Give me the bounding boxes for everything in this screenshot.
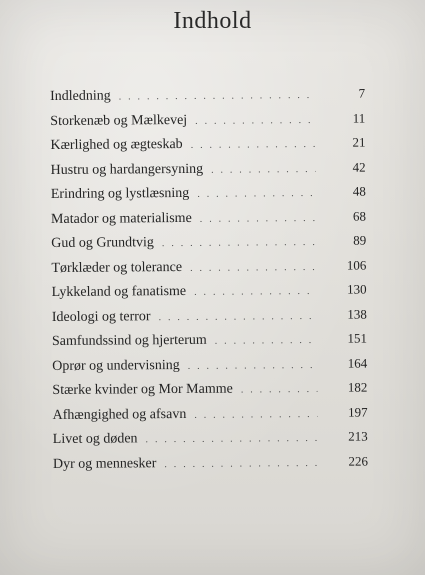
dot-leader	[191, 139, 316, 151]
toc-entry	[52, 355, 367, 382]
toc-entry	[50, 110, 365, 137]
toc-entry	[52, 282, 367, 309]
dot-leader	[188, 359, 318, 371]
toc-entry-page: 89	[353, 232, 367, 248]
toc-entry-page: 197	[347, 404, 368, 420]
toc-entry-page: 164	[347, 355, 368, 371]
dot-leader	[241, 384, 318, 396]
toc-entry	[51, 257, 366, 284]
toc-entry-page: 182	[347, 379, 368, 395]
toc-entry-page: 138	[347, 306, 367, 322]
toc-entry-title: Kærlighed og ægteskab	[50, 136, 183, 153]
toc-entry-title: Matador og materialisme	[50, 210, 192, 227]
dot-leader	[164, 457, 318, 469]
toc-entry	[51, 208, 366, 235]
dot-leader	[194, 408, 317, 420]
toc-entry	[53, 404, 368, 431]
toc-entry-title: Stærke kvinder og Mor Mamme	[52, 381, 233, 398]
toc-entry-title: Lykkeland og fanatisme	[51, 283, 187, 300]
toc-entry-page: 68	[352, 208, 367, 224]
toc-entry-page: 106	[346, 257, 367, 273]
toc-entry	[53, 453, 368, 480]
dot-leader	[197, 188, 316, 200]
toc-entry-title: Livet og døden	[52, 431, 138, 447]
toc-entry-title: Samfundssind og hjerterum	[51, 332, 207, 349]
toc-entry-page: 213	[348, 428, 368, 444]
dot-leader	[119, 90, 315, 103]
toc-entry	[53, 429, 368, 456]
toc-entry-title: Indledning	[50, 88, 111, 104]
table-of-contents	[50, 86, 368, 480]
dot-leader	[195, 114, 315, 126]
toc-entry-title: Erindring og lystlæsning	[50, 185, 190, 202]
dot-leader	[200, 212, 316, 224]
dot-leader	[190, 261, 316, 273]
dot-leader	[194, 286, 317, 298]
toc-entry-title: Storkenæb og Mælkevej	[50, 112, 188, 129]
toc-entry	[52, 306, 367, 333]
toc-entry-page: 42	[352, 159, 366, 175]
toc-entry-title: Tørklæder og tolerance	[51, 259, 183, 276]
toc-entry-page: 21	[352, 134, 366, 150]
toc-entry	[52, 380, 367, 407]
toc-entry-title: Oprør og undervisning	[52, 357, 180, 374]
toc-entry	[51, 184, 366, 211]
toc-entry-page: 48	[352, 183, 366, 199]
toc-entry-page: 151	[347, 330, 368, 346]
toc-entry-title: Gud og Grundtvig	[51, 235, 154, 251]
toc-entry	[50, 135, 365, 162]
toc-entry	[52, 331, 367, 358]
page-title: Indhold	[173, 8, 252, 34]
dot-leader	[162, 237, 316, 249]
dot-leader	[145, 433, 317, 445]
toc-entry-page: 130	[347, 281, 367, 297]
toc-entry-page: 226	[348, 453, 368, 469]
toc-entry-title: Hustru og hardangersyning	[50, 161, 204, 178]
toc-entry-title: Dyr og mennesker	[52, 455, 157, 472]
dot-leader	[215, 335, 317, 347]
toc-entry-page: 11	[352, 110, 366, 126]
toc-entry-title: Ideologi og terror	[51, 308, 151, 325]
dot-leader	[159, 310, 317, 322]
toc-entry	[51, 233, 366, 260]
dot-leader	[211, 163, 316, 175]
toc-entry-title: Afhængighed og afsavn	[52, 406, 187, 423]
toc-entry	[51, 159, 366, 186]
toc-entry	[50, 86, 365, 113]
toc-entry-page: 7	[358, 85, 366, 101]
